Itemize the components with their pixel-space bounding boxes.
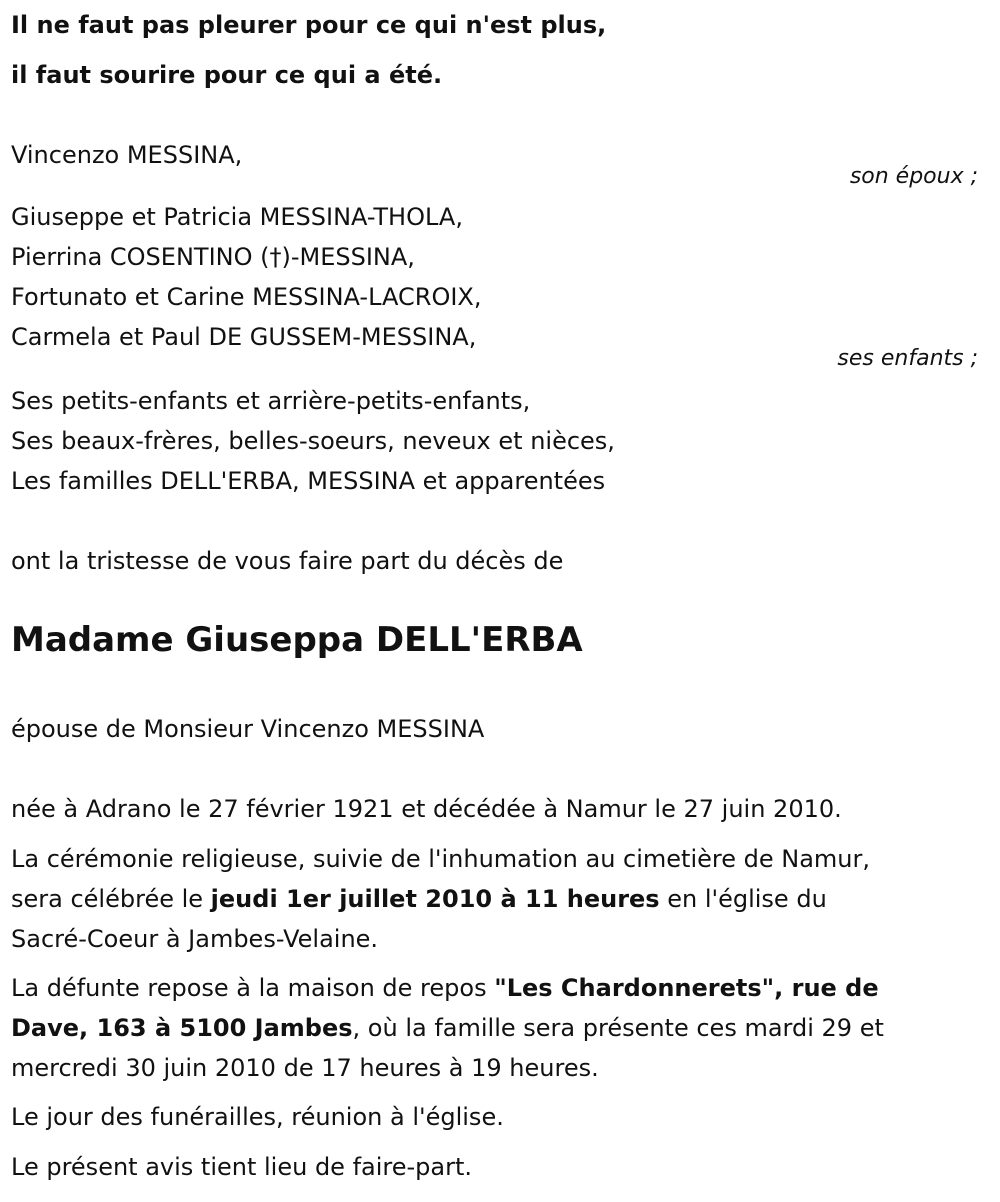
rest-address-part-2: Dave, 163 à 5100 Jambes <box>11 1014 353 1042</box>
spouse-name: Vincenzo MESSINA, <box>11 141 243 169</box>
children-relation: ses enfants ; <box>837 346 978 371</box>
ceremony-line-2 <box>11 879 827 919</box>
spouse-of-text: épouse de Monsieur Vincenzo MESSINA <box>11 715 485 743</box>
funeral-day-text: Le jour des funérailles, réunion à l'église. <box>11 1103 504 1131</box>
announcement-text: ont la tristesse de vous faire part du décès de <box>11 547 564 575</box>
child-3: Fortunato et Carine MESSINA-LACROIX, <box>11 283 482 311</box>
relatives-1: Ses petits-enfants et arrière-petits-enfants, <box>11 387 531 415</box>
quote-line-2: il faut sourire pour ce qui a été. <box>11 61 443 89</box>
quote-line-1: Il ne faut pas pleurer pour ce qui n'est plus, <box>11 11 607 39</box>
rest-line-2 <box>11 1008 884 1048</box>
relatives-2: Ses beaux-frères, belles-soeurs, neveux et nièces, <box>11 427 615 455</box>
deceased-name: Madame Giuseppa DELL'ERBA <box>11 620 583 660</box>
ceremony-line-3: Sacré-Coeur à Jambes-Velaine. <box>11 925 379 953</box>
child-4: Carmela et Paul DE GUSSEM-MESSINA, <box>11 323 477 351</box>
birth-death-text: née à Adrano le 27 février 1921 et décédée à Namur le 27 juin 2010. <box>11 795 842 823</box>
notice-text: Le présent avis tient lieu de faire-part. <box>11 1153 473 1181</box>
rest-line-3: mercredi 30 juin 2010 de 17 heures à 19 heures. <box>11 1054 599 1082</box>
ceremony-line-2-post: en l'église du <box>659 885 827 913</box>
spouse-relation: son époux ; <box>849 164 978 189</box>
rest-line-2-post: , où la famille sera présente ces mardi 29 et <box>352 1014 884 1042</box>
ceremony-line-1: La cérémonie religieuse, suivie de l'inhumation au cimetière de Namur, <box>11 845 870 873</box>
rest-line-1-pre: La défunte repose à la maison de repos <box>11 974 495 1002</box>
relatives-3: Les familles DELL'ERBA, MESSINA et apparentées <box>11 467 606 495</box>
child-1: Giuseppe et Patricia MESSINA-THOLA, <box>11 203 463 231</box>
ceremony-line-2-pre: sera célébrée le <box>11 885 211 913</box>
ceremony-datetime: jeudi 1er juillet 2010 à 11 heures <box>210 885 660 913</box>
child-2: Pierrina COSENTINO (†)-MESSINA, <box>11 243 415 271</box>
rest-address-part-1: "Les Chardonnerets", rue de <box>494 974 879 1002</box>
rest-line-1 <box>11 968 879 1008</box>
